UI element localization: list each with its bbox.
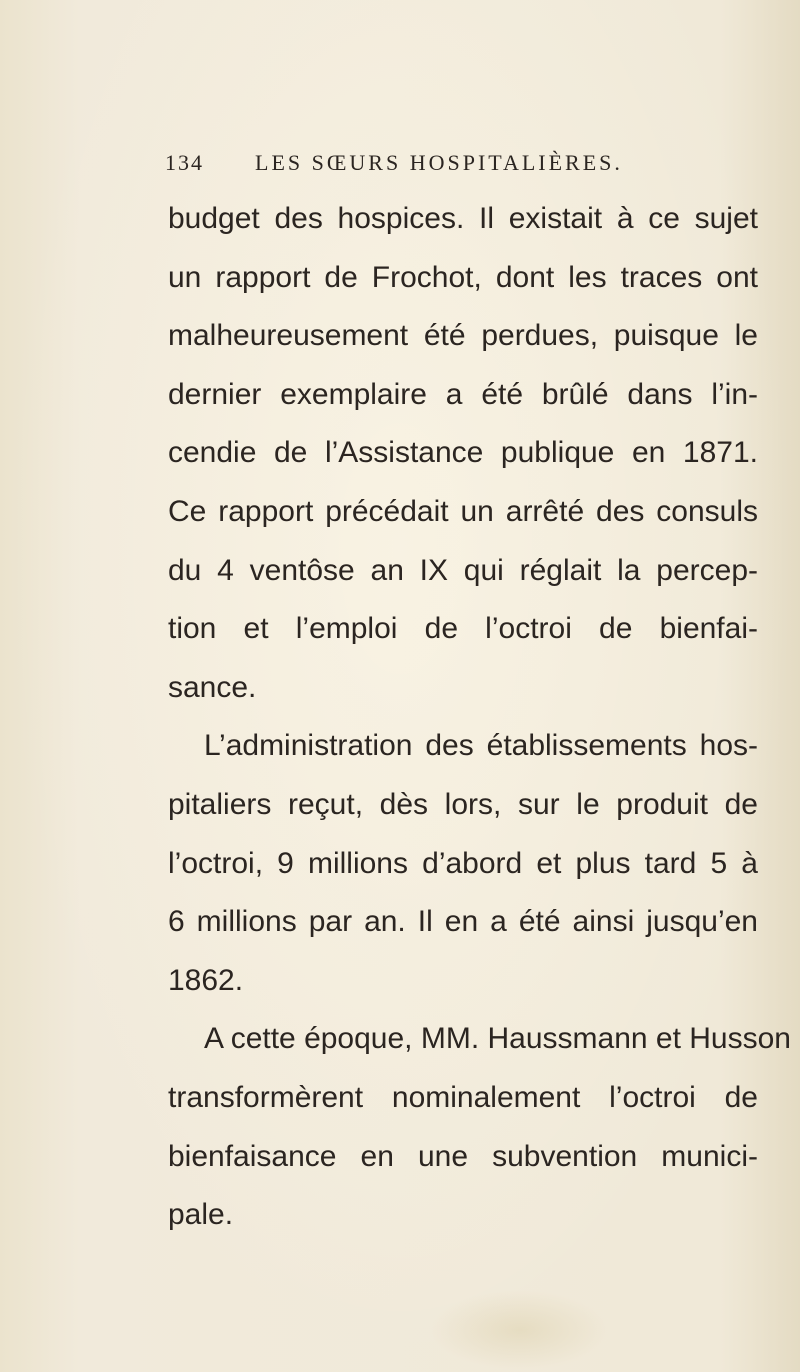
body-text — [168, 190, 791, 1245]
text-line: malheureusement été perdues, puisque le — [168, 319, 758, 353]
text-line: transformèrent nominalement l’octroi de — [168, 1080, 758, 1114]
text-line: du 4 ventôse an IX qui réglait la percep- — [168, 553, 758, 587]
text-line: un rapport de Frochot, dont les traces ont — [168, 260, 758, 294]
text-line: 6 millions par an. Il en a été ainsi jusqu’en — [168, 905, 758, 939]
text-line: sance. — [168, 670, 257, 704]
text-line: dernier exemplaire a été brûlé dans l’in- — [168, 377, 758, 411]
text-line: L’administration des établissements hos- — [204, 729, 758, 763]
text-line: l’octroi, 9 millions d’abord et plus tard 5 à — [168, 846, 758, 880]
text-line: pale. — [168, 1198, 234, 1232]
text-line: bienfaisance en une subvention munici- — [168, 1139, 758, 1173]
text-line: pitaliers reçut, dès lors, sur le produit de — [168, 787, 758, 821]
text-line: Ce rapport précédait un arrêté des consuls — [168, 494, 758, 528]
text-line: 1862. — [168, 963, 244, 997]
text-line: budget des hospices. Il existait à ce sujet — [168, 202, 758, 235]
page-number: 134 — [165, 150, 204, 175]
paper-stain — [430, 1290, 610, 1370]
text-line: cendie de l’Assistance publique en 1871. — [168, 436, 758, 470]
running-title: LES SŒURS HOSPITALIÈRES. — [255, 150, 623, 175]
running-header — [165, 150, 623, 176]
text-line: tion et l’emploi de l’octroi de bienfai- — [168, 612, 758, 646]
text-line: A cette époque, MM. Haussmann et Husson — [204, 1022, 791, 1056]
